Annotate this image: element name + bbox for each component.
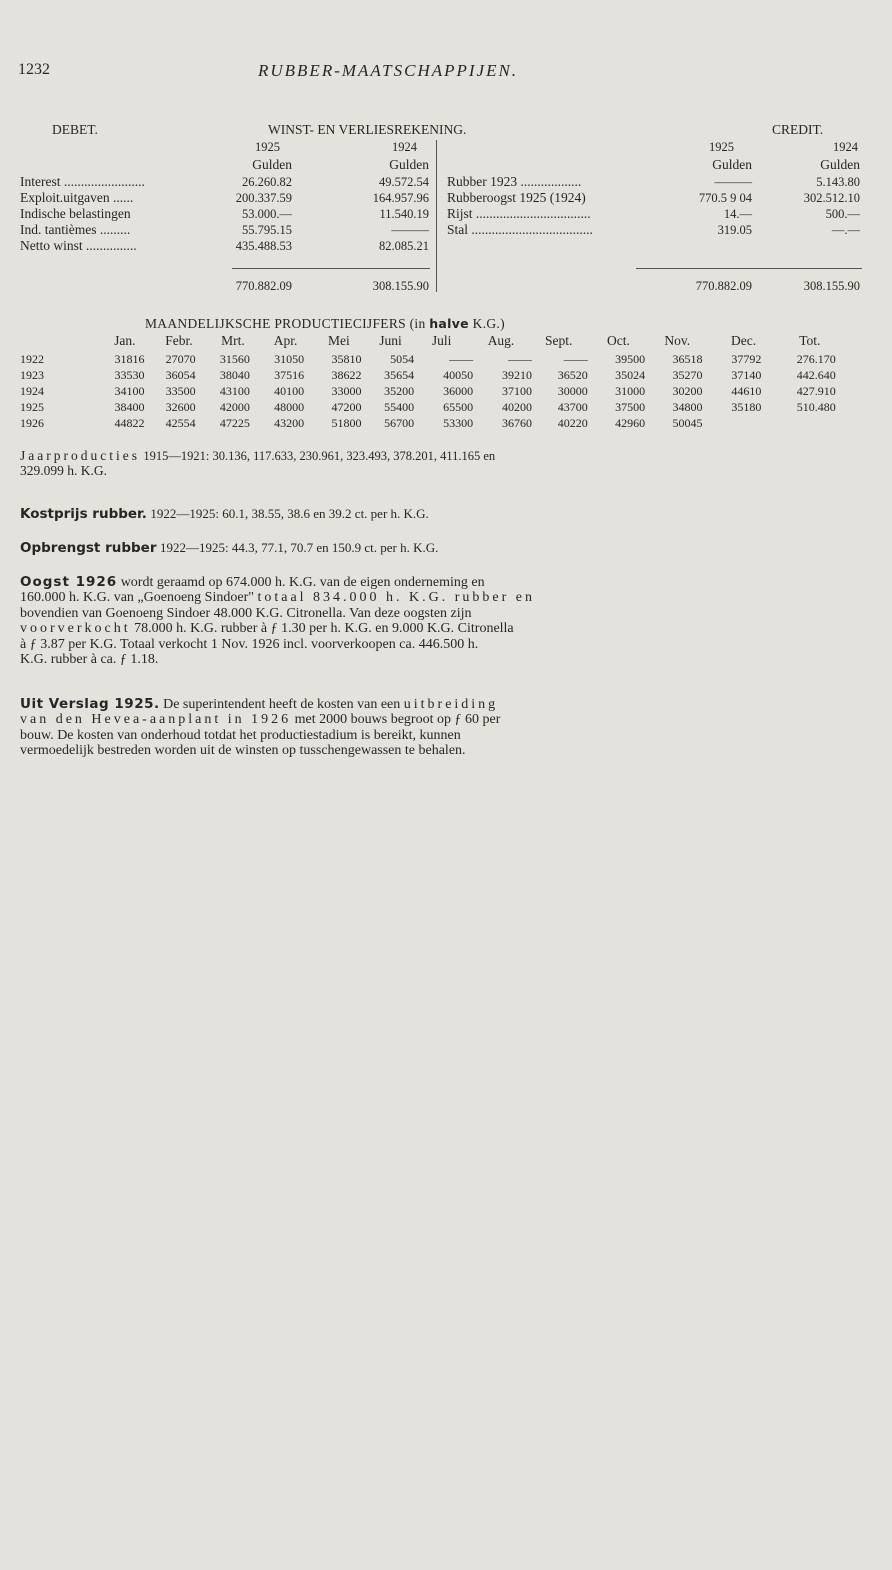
production-cell: 30200 [672,384,703,398]
verslag-text: bouw. De kosten van onderhoud totdat het productiestadium is bereikt, kunnen [20,727,461,743]
production-cell: 36054 [165,368,196,382]
production-cell: 35180 [731,400,762,414]
production-cell: 34800 [672,400,703,414]
production-cell: 36000 [443,384,474,398]
month-header-cell: Dec. [731,333,757,348]
credit-total-rule [636,268,862,269]
oogst-line [20,606,865,621]
production-cell: 40220 [557,416,588,430]
month-header-cell: Mrt. [221,333,245,348]
production-cell: 53300 [443,416,474,430]
opbrengst-label: Opbrengst rubber [20,540,157,556]
credit-total-1924: 308.155.90 [803,279,860,293]
oogst-line [20,652,865,667]
debit-year-1924: 1924 [392,140,417,154]
jaarproducties-label: Jaarproducties [20,448,140,463]
debit-row-label: Ind. tantièmes ......... [20,222,131,237]
running-title: RUBBER-MAATSCHAPPIJEN. [258,61,519,80]
debit-row-1924: ——— [391,223,429,237]
debit-total-1924: 308.155.90 [372,279,429,293]
oogst-text-spaced: voorverkocht [20,621,131,637]
production-cell: 33530 [114,368,145,382]
production-cell: 40200 [501,400,532,414]
production-cell: 30000 [557,384,588,398]
verslag-text: met 2000 bouws begroot op ƒ 60 per [294,712,501,728]
production-cell: 39500 [615,352,646,366]
debet-heading: DEBET. [52,122,98,137]
credit-row-1924: —.— [831,223,860,237]
production-cell: 38400 [114,400,145,414]
production-cell: 48000 [274,400,305,414]
production-cell: 42000 [219,400,250,414]
oogst-text: à ƒ 3.87 per K.G. Totaal verkocht 1 Nov. 1926 incl. voorverkoopen ca. 446.500 h. [20,636,479,652]
production-cell: 35200 [384,384,415,398]
column-divider [436,140,437,292]
production-cell: 38622 [331,368,362,382]
verslag-text-spaced: uitbreiding [403,697,499,712]
debit-row-1924: 49.572.54 [379,175,429,189]
oogst-label: Oogst 1926 [20,574,118,590]
jaarproducties-line [20,448,495,464]
oogst-line [20,621,865,636]
production-cell: 35654 [384,368,415,382]
oogst-paragraph [20,575,865,667]
production-cell: 5054 [390,352,415,366]
production-cell: 33000 [331,384,362,398]
month-header-cell: Nov. [664,333,691,348]
credit-heading: CREDIT. [772,122,824,137]
pl-title: WINST- EN VERLIESREKENING. [268,122,467,137]
opbrengst-line [20,540,865,556]
production-row-year: 1924 [20,384,44,398]
debit-row-label: Exploit.uitgaven ...... [20,190,134,205]
production-cell: 31050 [274,352,305,366]
production-row-year: 1923 [20,368,44,382]
credit-row-label: Rubberoogst 1925 (1924) [447,190,586,205]
production-cell: —— [563,352,588,366]
production-cell: 37516 [274,368,305,382]
debit-gulden-1925: Gulden [252,157,292,172]
production-cell: 40050 [443,368,474,382]
production-row-year: 1926 [20,416,44,430]
credit-row-1925: 770.5 9 04 [698,191,752,205]
page-number: 1232 [18,61,50,78]
oogst-line [20,590,865,605]
production-cell: 31000 [615,384,646,398]
debit-row-1924: 11.540.19 [379,207,429,221]
credit-row-1924: 500.— [825,207,860,221]
verslag-line [20,728,865,743]
production-cell: 33500 [165,384,196,398]
debit-total-rule [232,268,430,269]
production-cell: 43200 [274,416,305,430]
verslag-text: De superintendent heeft de kosten van een [163,697,401,712]
production-cell: 37100 [501,384,532,398]
production-cell: 55400 [384,400,415,414]
verslag-line [20,743,865,758]
production-cell: 37140 [731,368,762,382]
credit-row-label: Rijst .................................. [447,206,591,221]
production-row-year: 1925 [20,400,44,414]
production-cell: 38040 [219,368,250,382]
production-cell: 35024 [615,368,646,382]
production-cell: 42554 [165,416,196,430]
opbrengst-text: 1922—1925: 44.3, 77.1, 70.7 en 150.9 ct. per h. K.G. [160,540,439,555]
credit-total-1925: 770.882.09 [695,279,752,293]
month-header-cell: Aug. [487,333,515,348]
oogst-text: wordt geraamd op 674.000 h. K.G. van de eigen onderneming en [120,575,485,590]
credit-row-1925: 319.05 [717,223,752,237]
debit-row-label: Indische belastingen [20,206,131,221]
verslag-text-spaced: van den Hevea-aanplant in 1926 [20,712,292,728]
production-cell: 35270 [672,368,703,382]
production-cell: 42960 [615,416,646,430]
production-cell: 36760 [501,416,532,430]
credit-row-1925: ——— [714,175,752,189]
kostprijs-label: Kostprijs rubber. [20,506,147,522]
production-cell: 32600 [165,400,196,414]
month-header-cell: Oct. [607,333,630,348]
production-cell: 31560 [219,352,250,366]
month-header-cell: Febr. [165,333,193,348]
production-cell: 37792 [731,352,762,366]
production-cell: 36518 [672,352,703,366]
credit-year-1925: 1925 [709,140,734,154]
oogst-text-spaced: totaal 834.000 h. K.G. rubber en [257,590,536,606]
production-cell: 36520 [557,368,588,382]
kostprijs-line [20,506,865,522]
production-row-total: 442.640 [796,368,836,382]
production-row-year: 1922 [20,352,44,366]
credit-gulden-1924: Gulden [820,157,860,172]
oogst-line [20,637,865,652]
production-cell: 51800 [331,416,362,430]
production-cell: 34100 [114,384,145,398]
production-title-bold: halve [429,316,469,331]
oogst-line [20,575,865,590]
month-header-cell: Sept. [545,333,573,348]
verslag-label: Uit Verslag 1925. [20,696,160,712]
production-title [145,316,505,332]
debit-row-1925: 55.795.15 [242,223,292,237]
production-title-text: MAANDELIJKSCHE PRODUCTIECIJFERS (in [145,316,426,331]
credit-year-1924: 1924 [833,140,858,154]
production-cell: 47200 [331,400,362,414]
production-cell: 40100 [274,384,305,398]
credit-row-1925: 14.— [723,207,752,221]
production-cell: 44822 [114,416,145,430]
production-cell: 37500 [615,400,646,414]
month-header-cell: Tot. [799,333,821,348]
verslag-line [20,712,865,727]
debit-gulden-1924: Gulden [389,157,429,172]
month-header-cell: Juni [379,333,402,348]
month-header-cell: Jan. [114,333,136,348]
debit-total-1925: 770.882.09 [235,279,292,293]
debit-row-1925: 26.260.82 [242,175,292,189]
production-cell: 43100 [219,384,250,398]
credit-gulden-1925: Gulden [712,157,752,172]
month-header-cell: Juli [431,333,452,348]
debit-row-1925: 200.337.59 [235,191,292,205]
kostprijs-text: 1922—1925: 60.1, 38.55, 38.6 en 39.2 ct. per h. K.G. [150,506,429,521]
month-header-cell: Mei [328,333,350,348]
production-cell: 47225 [219,416,250,430]
credit-row-1924: 5.143.80 [816,175,860,189]
jaarproducties-values: 1915—1921: 30.136, 117.633, 230.961, 323.493, 378.201, 411.165 en [143,449,496,463]
debit-row-1925: 53.000.— [242,207,292,221]
verslag-paragraph [20,697,865,759]
debit-row-label: Netto winst ............... [20,238,137,253]
production-cell: 56700 [384,416,415,430]
production-row-total: 427.910 [796,384,836,398]
oogst-text: 160.000 h. K.G. van „Goenoeng Sindoer" [20,590,254,606]
production-cell: 65500 [443,400,474,414]
debit-row-1924: 164.957.96 [372,191,429,205]
jaarproducties-values-cont: 329.099 h. K.G. [20,463,107,478]
production-cell: 27070 [165,352,196,366]
month-header-cell: Apr. [273,333,298,348]
oogst-text: 78.000 h. K.G. rubber à ƒ 1.30 per h. K.G. en 9.000 K.G. Citronella [134,621,514,637]
oogst-text: K.G. rubber à ca. ƒ 1.18. [20,652,159,668]
production-cell: 35810 [331,352,362,366]
production-cell: —— [449,352,474,366]
production-cell: 31816 [114,352,145,366]
production-row-total: 276.170 [796,352,836,366]
verslag-line [20,697,865,712]
production-cell: 44610 [731,384,762,398]
debit-row-1924: 82.085.21 [379,239,429,253]
production-cell: 43700 [557,400,588,414]
production-cell: 50045 [672,416,703,430]
production-cell: —— [507,352,532,366]
credit-row-label: Stal .................................... [447,222,593,237]
production-row-total: 510.480 [796,400,836,414]
verslag-text: vermoedelijk bestreden worden uit de winsten op tusschengewassen te behalen. [20,743,466,759]
debit-year-1925: 1925 [255,140,280,154]
debit-row-1925: 435.488.53 [235,239,292,253]
production-cell: 39210 [501,368,532,382]
debit-row-label: Interest ........................ [20,174,145,189]
oogst-text: bovendien van Goenoeng Sindoer 48.000 K.G. Citronella. Van deze oogsten zijn [20,605,472,621]
credit-row-1924: 302.512.10 [803,191,860,205]
production-title-unit: K.G.) [472,316,505,331]
credit-row-label: Rubber 1923 .................. [447,174,582,189]
